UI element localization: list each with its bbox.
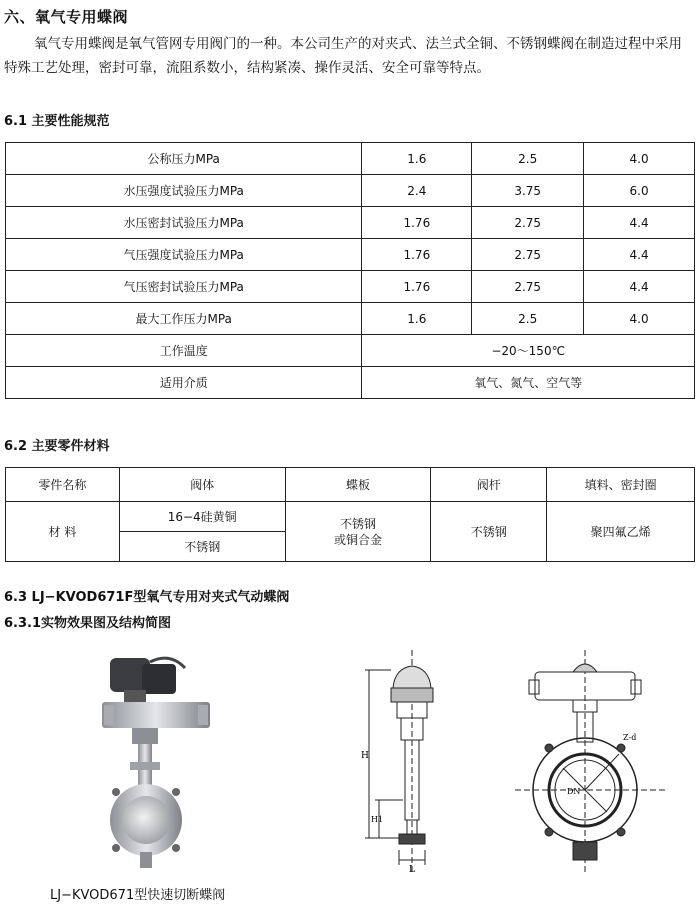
side-structure-drawing: [355, 650, 450, 875]
spec-value-cell: 2.75: [472, 207, 584, 239]
spec-value-cell: 1.6: [362, 143, 472, 175]
spec-value-cell: 2.75: [472, 271, 584, 303]
seal-material: 聚四氟乙烯: [547, 502, 695, 562]
header-cell: 零件名称: [6, 468, 120, 502]
disc-material-1: 不锈钢: [339, 516, 376, 531]
table-row: [6, 175, 695, 207]
header-cell: 阀体: [119, 468, 285, 502]
front-structure-drawing: [515, 650, 665, 875]
dimension-h1-label: H1: [371, 815, 384, 824]
temp-value: −20～150℃: [362, 335, 695, 367]
section-title: 六、氧气专用蝶阀: [4, 8, 129, 26]
photo-caption: LJ−KVOD671型快速切断蝶阀: [50, 888, 226, 903]
spec-heading: 6.1 主要性能规范: [4, 114, 110, 129]
table-header-row: [6, 468, 695, 502]
spec-value-cell: 2.5: [472, 303, 584, 335]
spec-value-cell: 6.0: [584, 175, 695, 207]
dimension-dn-label: DN: [567, 787, 581, 796]
spec-value-cell: 4.0: [584, 303, 695, 335]
body-material-1: 16−4硅黄铜: [119, 502, 285, 532]
spec-value-cell: 4.4: [584, 271, 695, 303]
parts-heading: 6.2 主要零件材料: [4, 439, 110, 454]
header-cell: 蝶板: [285, 468, 431, 502]
header-cell: 阀杆: [431, 468, 547, 502]
intro-paragraph: 氧气专用蝶阀是氧气管网专用阀门的一种。本公司生产的对夹式、法兰式全铜、不锈钢蝶阀在制造过程中采用特殊工艺处理，密封可靠，流阻系数小，结构紧凑、操作灵活、安全可靠等特点。: [4, 36, 682, 76]
table-row: [6, 143, 695, 175]
material-row-label: 材 料: [6, 502, 120, 562]
table-row: [6, 271, 695, 303]
valve-photo: [90, 650, 230, 875]
table-row: [6, 335, 695, 367]
spec-value-cell: 4.4: [584, 207, 695, 239]
header-cell: 填料、密封圈: [547, 468, 695, 502]
table-row: [6, 303, 695, 335]
table-row: [6, 239, 695, 271]
body-material-2: 不锈钢: [119, 532, 285, 562]
performance-spec-table: [5, 142, 695, 399]
spec-value-cell: 4.4: [584, 239, 695, 271]
disc-material: [285, 502, 431, 562]
spec-label-cell: 水压强度试验压力MPa: [6, 175, 362, 207]
spec-value-cell: 1.76: [362, 239, 472, 271]
parts-material-table: [5, 467, 695, 562]
spec-label-cell: 气压密封试验压力MPa: [6, 271, 362, 303]
table-row: [6, 367, 695, 399]
dimension-zd-label: Z-d: [623, 733, 637, 742]
dimension-h-label: H: [361, 751, 369, 761]
spec-label-cell: 水压密封试验压力MPa: [6, 207, 362, 239]
spec-label-cell: 最大工作压力MPa: [6, 303, 362, 335]
spec-label-cell: 公称压力MPa: [6, 143, 362, 175]
spec-label-cell: 气压强度试验压力MPa: [6, 239, 362, 271]
dimension-l-label: L: [409, 865, 415, 875]
disc-material-2: 或铜合金: [333, 532, 382, 547]
spec-value-cell: 1.6: [362, 303, 472, 335]
spec-value-cell: 1.76: [362, 207, 472, 239]
table-row: [6, 207, 695, 239]
stem-material: 不锈钢: [431, 502, 547, 562]
spec-value-cell: 4.0: [584, 143, 695, 175]
section-6-3-1-heading: 6.3.1实物效果图及结构简图: [4, 616, 172, 631]
section-6-3-heading: 6.3 LJ−KVOD671F型氧气专用对夹式气动蝶阀: [4, 590, 290, 605]
spec-value-cell: 2.75: [472, 239, 584, 271]
spec-value-cell: 1.76: [362, 271, 472, 303]
spec-value-cell: 2.4: [362, 175, 472, 207]
temp-label: 工作温度: [6, 335, 362, 367]
medium-label: 适用介质: [6, 367, 362, 399]
spec-value-cell: 3.75: [472, 175, 584, 207]
table-row: [6, 502, 695, 532]
spec-value-cell: 2.5: [472, 143, 584, 175]
medium-value: 氧气、氮气、空气等: [362, 367, 695, 399]
